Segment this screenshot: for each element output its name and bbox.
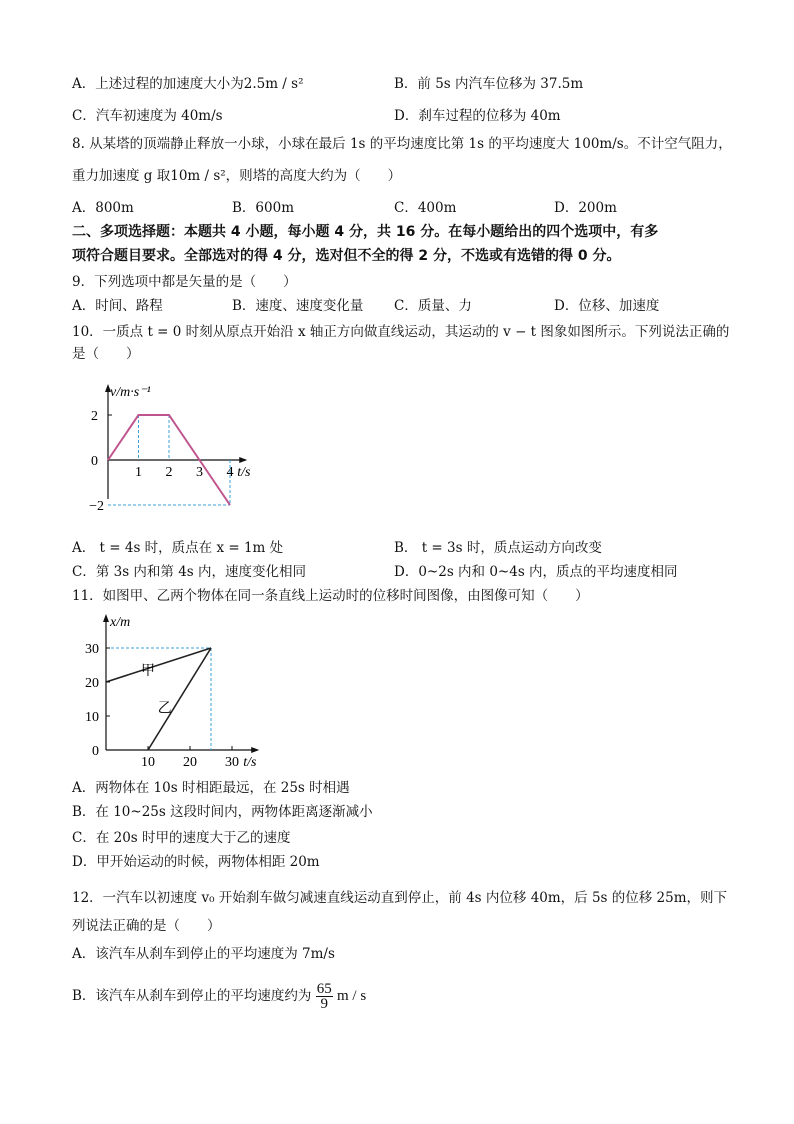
section2-heading-line1: 二、多项选择题：本题共 4 小题，每小题 4 分，共 16 分。在每小题给出的四个选项中，有多 xyxy=(72,224,659,240)
y-tick-label: 2 xyxy=(91,409,98,424)
x-axis-label: t/s xyxy=(237,465,251,480)
y-tick-label: 10 xyxy=(85,710,99,725)
q10-option-d: D．0~2s 内和 0~4s 内，质点的平均速度相同 xyxy=(394,564,678,580)
q12-option-b-unit: m / s xyxy=(337,988,367,1004)
q7-option-a: A．上述过程的加速度大小为2.5m / s² xyxy=(72,76,304,92)
x-tick-label: 30 xyxy=(225,755,239,770)
y-axis-label: x/m xyxy=(110,615,131,630)
q7-option-b: B．前 5s 内汽车位移为 37.5m xyxy=(394,76,584,92)
q12-option-b xyxy=(72,982,366,1011)
q9-stem: 9．下列选项中都是矢量的是（ ） xyxy=(72,274,297,290)
q8-stem-line1: 8. 从某塔的顶端静止释放一小球，小球在最后 1s 的平均速度比第 1s 的平均速度大 100m/s。不计空气阻力， xyxy=(72,136,732,152)
q8-option-d: D．200m xyxy=(554,200,617,216)
y-tick-label: 0 xyxy=(91,454,98,469)
q9-option-b: B．速度、速度变化量 xyxy=(232,298,364,314)
q12-option-b-fraction xyxy=(316,982,333,1011)
q9-option-a: A．时间、路程 xyxy=(72,298,163,314)
q9-option-c: C．质量、力 xyxy=(394,298,472,314)
q8-option-c: C．400m xyxy=(394,200,457,216)
q11-option-b: B．在 10~25s 这段时间内，两物体距离逐渐减小 xyxy=(72,804,373,820)
q11-option-d: D．甲开始运动的时候，两物体相距 20m xyxy=(72,854,320,870)
q10-stem-line1: 10．一质点 t = 0 时刻从原点开始沿 x 轴正方向做直线运动，其运动的 v − t 图象如图所示。下列说法正确的 xyxy=(72,324,730,340)
x-axis-arrow xyxy=(251,747,259,753)
q8-option-b: B．600m xyxy=(232,200,294,216)
y-tick-label: 20 xyxy=(85,676,99,691)
q8-option-a: A．800m xyxy=(72,200,134,216)
q9-option-d: D．位移、加速度 xyxy=(554,298,660,314)
y-axis-label: v/m·s⁻¹ xyxy=(110,385,151,400)
x-axis-arrow xyxy=(239,457,247,463)
q11-option-a: A．两物体在 10s 时相距最远，在 25s 时相遇 xyxy=(72,780,350,796)
q10-option-b: B． t = 3s 时，质点运动方向改变 xyxy=(394,540,602,556)
series-line-1 xyxy=(106,648,211,682)
x-tick-label: 2 xyxy=(165,465,173,480)
series-label: 乙 xyxy=(157,701,172,717)
q11-stem: 11．如图甲、乙两个物体在同一条直线上运动时的位移时间图像，由图像可知（ ） xyxy=(72,588,589,604)
x-tick-label: 3 xyxy=(196,465,203,480)
q12-option-b-prefix: B．该汽车从刹车到停止的平均速度约为 xyxy=(72,988,312,1004)
q12-stem-line1: 12．一汽车以初速度 v₀ 开始刹车做匀减速直线运动直到停止，前 4s 内位移 40m，后 5s 的位移 25m，则下 xyxy=(72,890,728,906)
x-axis-label: t/s xyxy=(243,755,257,770)
q10-stem-line2: 是（ ） xyxy=(72,346,140,362)
series-label: 甲 xyxy=(141,664,155,680)
q8-stem-line2: 重力加速度 g 取10m / s²，则塔的高度大约为（ ） xyxy=(72,168,402,184)
fraction-numerator: 65 xyxy=(316,981,332,997)
fraction-denominator: 9 xyxy=(320,996,328,1012)
y-tick-label: −2 xyxy=(89,499,104,514)
y-axis-arrow xyxy=(103,614,109,622)
section2-heading-line2: 项符合题目要求。全部选对的得 4 分，选对但不全的得 2 分，不选或有选错的得 0 分。 xyxy=(72,248,621,264)
q7-option-d: D．刹车过程的位移为 40m xyxy=(394,108,561,124)
series-line-2 xyxy=(148,648,211,750)
x-tick-label: 10 xyxy=(141,755,155,770)
x-tick-label: 1 xyxy=(135,465,142,480)
q12-stem-line2: 列说法正确的是（ ） xyxy=(72,918,221,934)
y-tick-label: 0 xyxy=(92,744,99,759)
q7-option-c: C．汽车初速度为 40m/s xyxy=(72,108,223,124)
vt-chart xyxy=(76,372,276,524)
xt-chart xyxy=(76,610,276,770)
x-tick-label: 4 xyxy=(226,465,234,480)
y-tick-label: 30 xyxy=(85,642,99,657)
q10-option-a: A． t = 4s 时，质点在 x = 1m 处 xyxy=(72,540,284,556)
q11-option-c: C．在 20s 时甲的速度大于乙的速度 xyxy=(72,830,291,846)
x-tick-label: 20 xyxy=(183,755,197,770)
q10-option-c: C．第 3s 内和第 4s 内，速度变化相同 xyxy=(72,564,307,580)
q12-option-a: A．该汽车从刹车到停止的平均速度为 7m/s xyxy=(72,946,335,962)
